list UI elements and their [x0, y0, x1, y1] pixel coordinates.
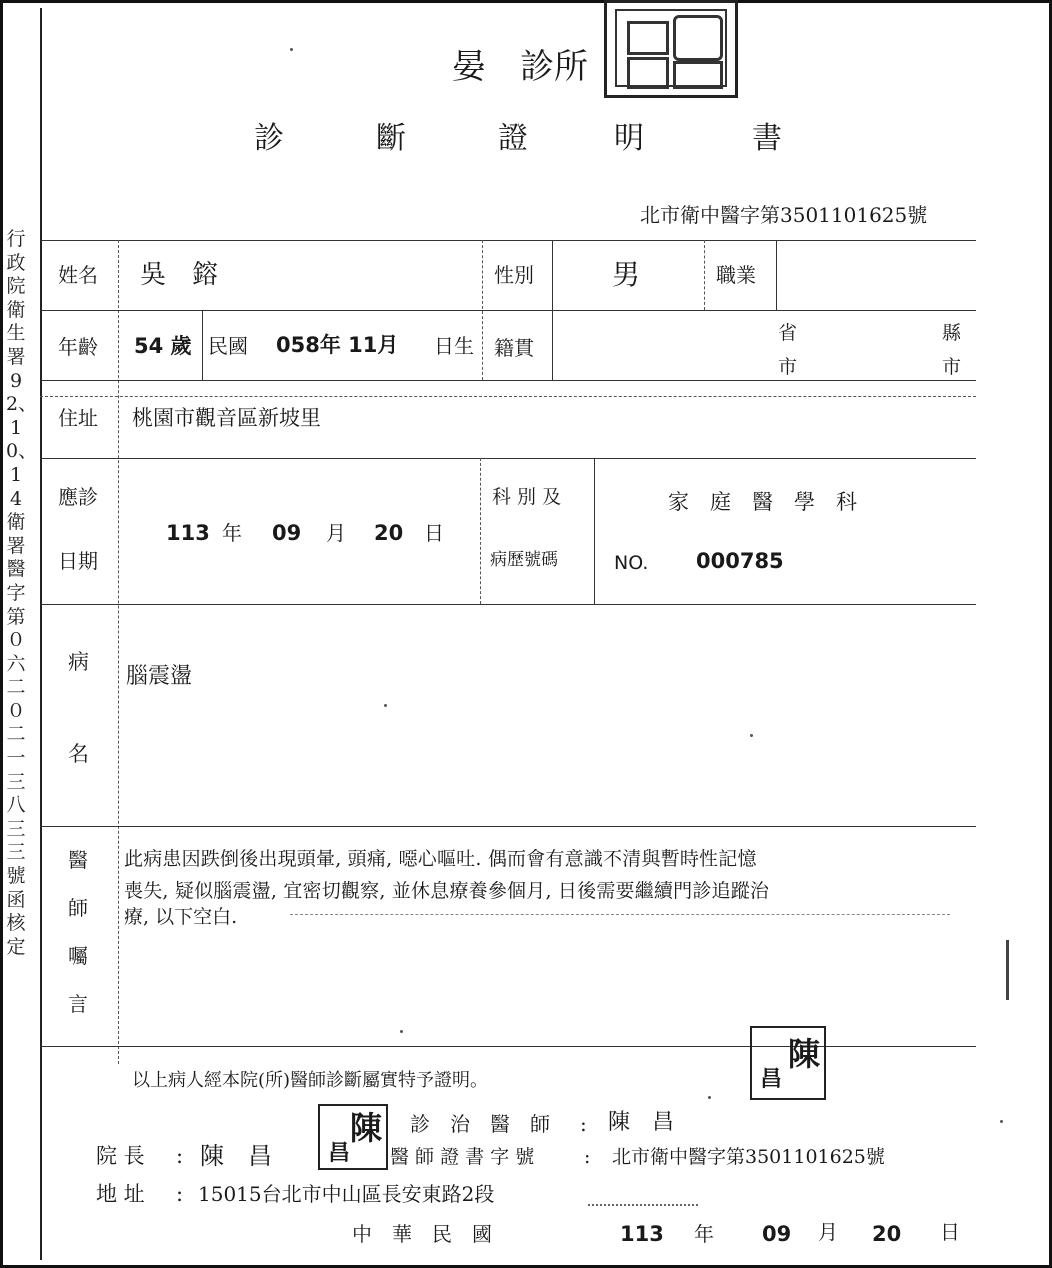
grid-line: [594, 458, 595, 604]
clinic-address: 15015台北市中山區長安東路2段: [198, 1182, 495, 1206]
label-county: 縣: [942, 322, 962, 344]
label-name: 姓名: [58, 263, 98, 287]
director-name: 陳 昌: [200, 1142, 272, 1170]
scan-speck: [1000, 1120, 1003, 1123]
label-occupation: 職業: [716, 263, 756, 287]
seal-char-big: 陳: [350, 1109, 383, 1147]
title-char-3: 證: [498, 121, 528, 156]
doctor-label: 診 治 醫 師: [410, 1112, 550, 1136]
visit-month: 09: [272, 521, 302, 545]
license-label: 醫 師 證 書 字 號: [390, 1146, 535, 1168]
label-advice-4: 言: [68, 992, 88, 1016]
footer-date-year: 113: [620, 1222, 664, 1246]
record-prefix: NO.: [614, 552, 649, 574]
label-diagnosis-1: 病: [68, 650, 89, 674]
label-advice-1: 醫: [68, 848, 88, 872]
label-province: 省: [778, 322, 798, 344]
label-city-b: 市: [942, 356, 962, 378]
grid-line: [40, 1046, 976, 1047]
scan-speck: [400, 1030, 403, 1033]
scan-mark: [1006, 940, 1009, 1000]
birth-suffix: 日生: [434, 334, 474, 358]
doctor-seal-bottom: [318, 1104, 388, 1170]
title-char-5: 書: [752, 121, 782, 156]
grid-line: [118, 240, 119, 1064]
label-visit-date-2: 日期: [58, 549, 98, 573]
title-char-2: 斷: [376, 121, 406, 156]
grid-line: [480, 458, 481, 604]
seal-char-small: 昌: [760, 1066, 783, 1092]
footer-date-month-unit: 月: [818, 1220, 838, 1244]
director-label: 院 長: [96, 1144, 145, 1168]
title-char-4: 明: [614, 121, 644, 156]
label-city-a: 市: [778, 356, 798, 378]
advice-line-2: 喪失, 疑似腦震盪, 宜密切觀察, 並休息療養參個月, 日後需要繼續門診追蹤治: [124, 880, 770, 902]
visit-year-unit: 年: [222, 521, 242, 545]
scan-speck: [708, 1096, 711, 1099]
birth-date: 058年 11月: [276, 333, 399, 357]
clinic-name: 晏 診所: [452, 47, 588, 87]
address-smudge: [588, 1204, 698, 1206]
seal-char-big: 陳: [788, 1035, 821, 1073]
grid-line: [40, 380, 976, 381]
footer-date-prefix: 中 華 民 國: [352, 1222, 492, 1246]
label-age: 年齡: [58, 335, 98, 359]
label-native: 籍貫: [494, 336, 534, 360]
patient-address: 桃園市觀音區新坡里: [132, 406, 321, 430]
record-no: 000785: [696, 549, 784, 573]
clinic-seal: [604, 0, 738, 98]
patient-name: 吳 鎔: [140, 260, 219, 290]
address-colon: :: [176, 1182, 184, 1206]
label-visit-date-1: 應診: [58, 485, 98, 509]
label-advice-2: 師: [68, 896, 88, 920]
scan-speck: [290, 48, 293, 51]
doctor-colon: :: [580, 1112, 587, 1136]
label-dept-1: 科 別 及: [492, 486, 562, 508]
grid-line: [704, 240, 705, 310]
label-gender: 性別: [494, 263, 534, 287]
side-approval-note: 行政院衛生署92、10、14衛署醫字第０六二０二一三八三三號函核定: [6, 228, 38, 958]
grid-line: [776, 240, 777, 310]
footer-date-year-unit: 年: [694, 1222, 714, 1246]
scan-speck: [384, 704, 387, 707]
label-diagnosis-2: 名: [68, 742, 89, 766]
department: 家 庭 醫 學 科: [668, 490, 857, 514]
address-label: 地 址: [96, 1182, 145, 1206]
footer-license-no: 北市衛中醫字第3501101625號: [612, 1146, 885, 1168]
label-address: 住址: [58, 406, 98, 430]
seal-char-small: 昌: [328, 1140, 351, 1166]
diagnosis: 腦震盪: [126, 664, 193, 689]
scan-speck: [750, 734, 753, 737]
title-char-1: 診: [254, 121, 284, 156]
grid-line: [40, 458, 976, 459]
grid-line: [552, 240, 553, 310]
form-left-border: [40, 8, 42, 1260]
footer-date-month: 09: [762, 1222, 792, 1246]
footer-date-day-unit: 日: [940, 1220, 960, 1244]
director-colon: :: [176, 1144, 184, 1168]
visit-day: 20: [374, 521, 404, 545]
grid-line: [552, 310, 553, 380]
grid-line: [40, 604, 976, 605]
visit-year: 113: [166, 521, 210, 545]
grid-line: [40, 240, 976, 241]
label-dept-2: 病歷號碼: [490, 550, 558, 570]
advice-line-1: 此病患因跌倒後出現頭暈, 頭痛, 噁心嘔吐. 偶而會有意識不清與暫時性記憶: [124, 848, 757, 870]
grid-line: [40, 396, 976, 397]
doctor-seal-top: [750, 1026, 826, 1100]
license-colon: :: [584, 1146, 591, 1168]
header-license-no: 北市衛中醫字第3501101625號: [640, 203, 928, 227]
birth-prefix: 民國: [208, 334, 248, 358]
patient-gender: 男: [612, 258, 641, 291]
patient-age: 54 歲: [134, 334, 192, 358]
grid-line: [40, 826, 976, 827]
advice-blank-line: [290, 914, 950, 915]
certify-text: 以上病人經本院(所)醫師診斷屬實特予證明。: [132, 1070, 489, 1091]
grid-line: [202, 310, 203, 380]
grid-line: [40, 310, 976, 311]
visit-month-unit: 月: [326, 521, 346, 545]
footer-date-day: 20: [872, 1222, 902, 1246]
doctor-name: 陳 昌: [608, 1110, 675, 1135]
visit-day-unit: 日: [424, 521, 444, 545]
label-advice-3: 囑: [68, 944, 88, 968]
advice-line-3: 療, 以下空白.: [124, 906, 238, 928]
